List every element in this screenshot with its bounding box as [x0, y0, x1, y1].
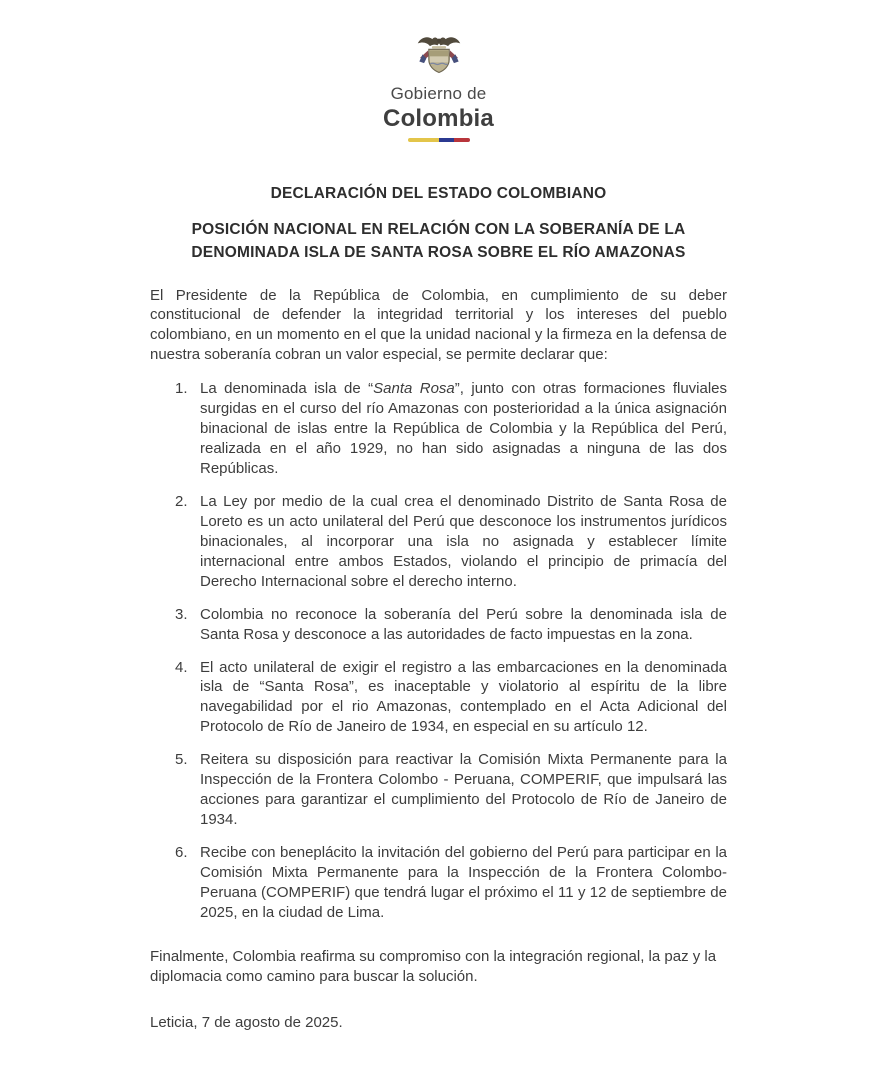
declaration-item-2	[175, 492, 727, 592]
declaration-item-5	[175, 750, 727, 830]
closing-paragraph: Finalmente, Colombia reafirma su compromiso con la integración regional, la paz y la diplomacia como camino para buscar la solución.	[150, 947, 717, 985]
item-text-post: ”, junto con otras formaciones fluviales surgidas en el curso del río Amazonas con posterioridad a la única asignación binacional de islas entre la República de Colombia y la República del Perú, realizada en el año 1929, no han sido asignadas a ninguna de las dos Repúblicas.	[200, 380, 728, 477]
item-text	[200, 379, 727, 479]
colombia-coat-of-arms-icon	[415, 34, 463, 78]
declaration-item-3	[175, 605, 727, 645]
flag-yellow-stripe	[408, 138, 439, 142]
declaration-item-4	[175, 658, 727, 738]
item-text: La Ley por medio de la cual crea el denominado Distrito de Santa Rosa de Loreto es un acto unilateral del Perú que desconoce los instrumentos jurídicos binacionales, al incorporar una isla no asignada y establecer límite internacional entre ambos Estados, violando el principio de primacía del Derecho Internacional sobre el derecho interno.	[200, 492, 727, 590]
declaration-list	[150, 379, 727, 923]
item-number: 4.	[175, 658, 188, 676]
item-number: 2.	[175, 492, 188, 510]
item-number: 1.	[175, 380, 188, 398]
government-name-line1: Gobierno de	[390, 84, 487, 103]
intro-paragraph: El Presidente de la República de Colombia, en cumplimiento de su deber constitucional de defender la integridad territorial y los intereses del pueblo colombiano, en un momento en el que la unidad nacional y la firmeza en la defensa de nuestra soberanía cobran un valor especial, se permite declarar que:	[150, 286, 727, 364]
item-text-italic: Santa Rosa	[373, 380, 455, 398]
document-subtitle: POSICIÓN NACIONAL EN RELACIÓN CON LA SOBERANÍA DE LA DENOMINADA ISLA DE SANTA ROSA SOBRE EL RÍO AMAZONAS	[191, 221, 686, 262]
item-number: 6.	[175, 844, 188, 861]
item-text: Reitera su disposición para reactivar la Comisión Mixta Permanente para la Inspección de la Frontera Colombo - Peruana, COMPERIF, que impulsará las acciones para garantizar el cumplimiento del Protocolo de Río de Janeiro de 1934.	[200, 751, 727, 829]
declaration-item-6	[175, 843, 727, 923]
government-header	[150, 34, 727, 142]
dateline: Leticia, 7 de agosto de 2025.	[150, 1013, 343, 1031]
flag-blue-stripe	[439, 138, 455, 142]
item-text-pre: La denominada isla de “	[200, 380, 374, 398]
colombia-flag-bar	[408, 138, 470, 142]
flag-red-stripe	[454, 138, 470, 142]
government-name-line2: Colombia	[383, 105, 494, 132]
item-number: 5.	[175, 751, 188, 769]
item-text: Recibe con beneplácito la invitación del gobierno del Perú para participar en la Comisión Mixta Permanente para la Inspección de la Frontera Colombo-Peruana (COMPERIF) que tendrá lugar el próximo el 11 y 12 de septiembre de 2025, en la ciudad de Lima.	[200, 844, 727, 921]
item-text: Colombia no reconoce la soberanía del Perú sobre la denominada isla de Santa Rosa y desconoce a las autoridades de facto impuestas en la zona.	[200, 605, 727, 643]
document-title: DECLARACIÓN DEL ESTADO COLOMBIANO	[270, 185, 607, 202]
item-number: 3.	[175, 605, 188, 623]
declaration-item-1	[175, 379, 727, 479]
item-text: El acto unilateral de exigir el registro a las embarcaciones en la denominada isla de “Santa Rosa”, es inaceptable y violatorio al espíritu de la libre navegabilidad por el rio Amazonas, contemplado en el Acta Adicional del Protocolo de Río de Janeiro de 1934, en especial en su artículo 12.	[200, 658, 727, 736]
